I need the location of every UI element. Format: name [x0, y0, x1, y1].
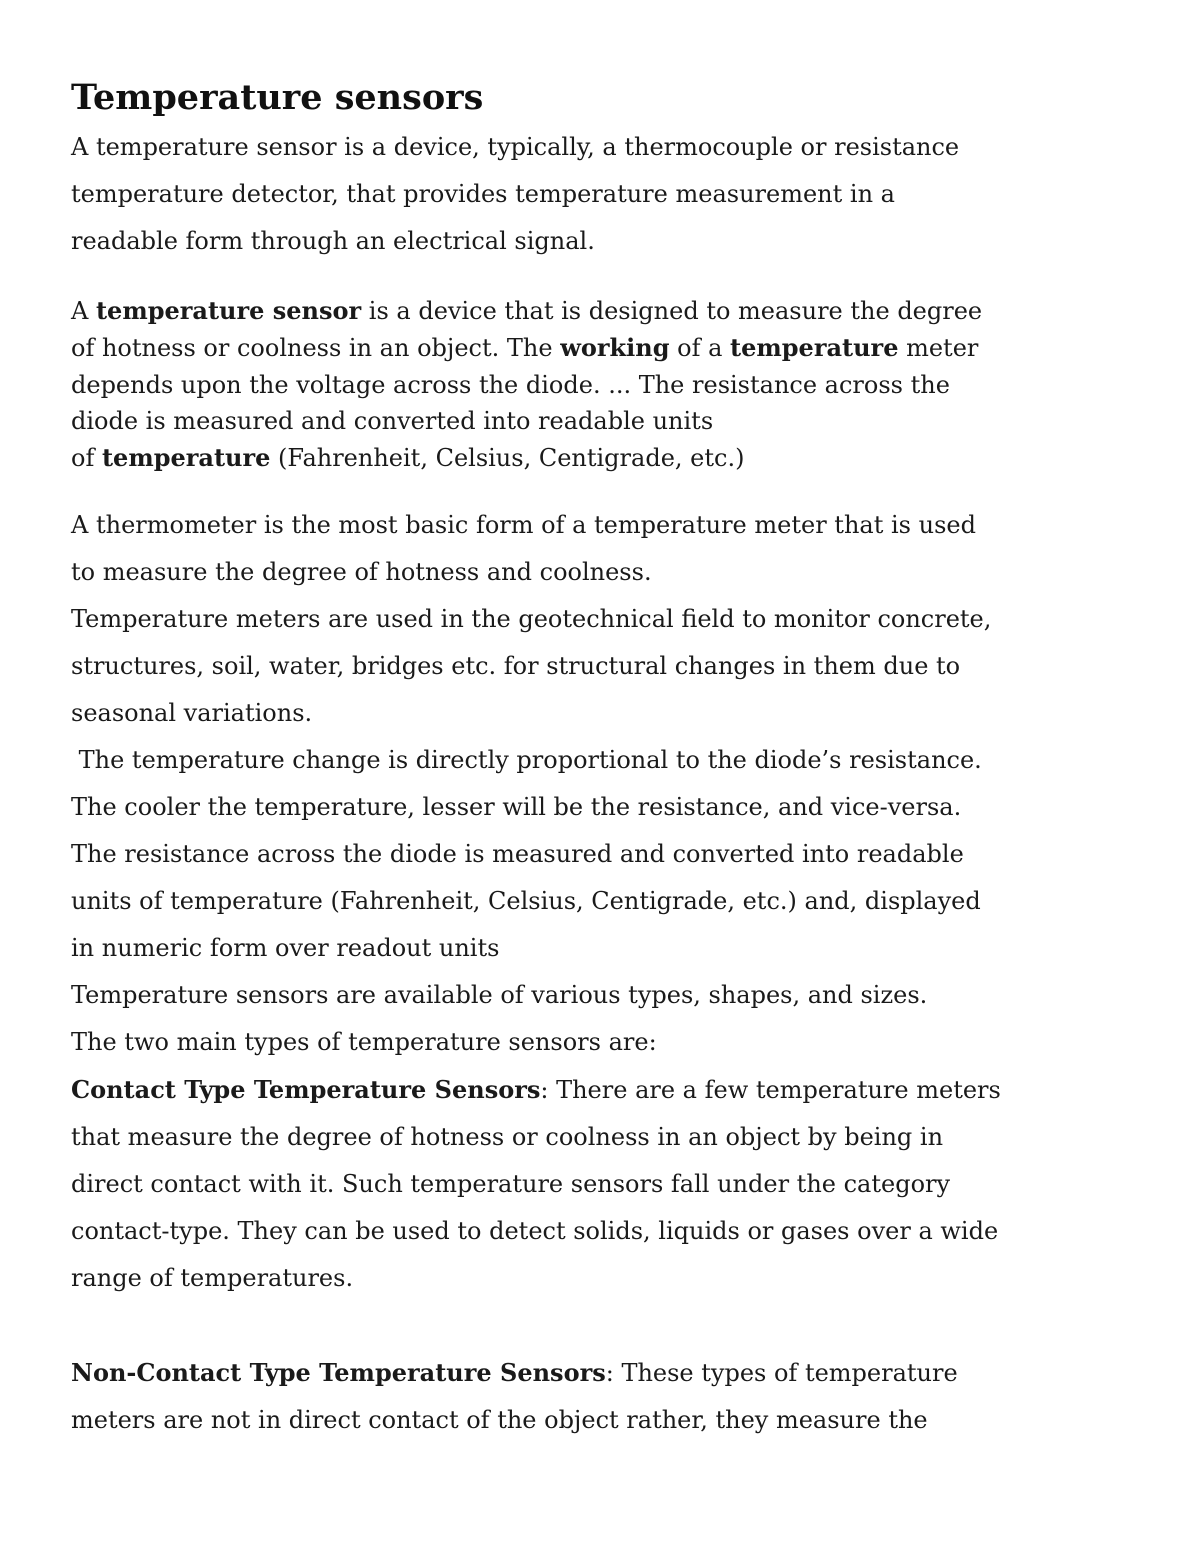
text-run: : These types of temperature [605, 1358, 958, 1387]
document-page [71, 72, 1141, 1444]
text-line: range of temperatures. [71, 1263, 354, 1292]
bold-term: working [560, 332, 670, 362]
text-line: contact-type. They can be used to detect solids, liquids or gases over a wide [71, 1216, 999, 1245]
text-run: (Fahrenheit, Celsius, Centigrade, etc.) [270, 444, 745, 473]
noncontact-paragraph [71, 1349, 1141, 1444]
text-run: A [71, 297, 96, 325]
text-line [71, 330, 1141, 367]
text-run: of hotness or coolness in an object. The [71, 333, 561, 362]
text-line: depends upon the voltage across the diode. ... The resistance across the [71, 370, 950, 399]
text-run: of a [669, 333, 731, 362]
text-line: A thermometer is the most basic form of a temperature meter that is used [71, 510, 976, 539]
bold-term: temperature sensor [95, 296, 362, 325]
text-run: of [71, 444, 102, 473]
text-line: seasonal variations. [71, 698, 313, 727]
text-run: is a device that is designed to measure the degree [361, 297, 983, 325]
text-line: diode is measured and converted into readable units [71, 407, 714, 436]
text-line: that measure the degree of hotness or coolness in an object by being in [71, 1122, 944, 1151]
body-paragraph [71, 502, 1141, 1302]
intro-paragraph [71, 124, 1141, 265]
text-line: The resistance across the diode is measured and converted into readable [71, 839, 964, 868]
text-line [71, 1066, 1141, 1114]
text-line [71, 1349, 1141, 1397]
bold-term: temperature [730, 332, 899, 362]
bold-term: temperature [101, 443, 271, 473]
text-line: readable form through an electrical signal. [71, 227, 595, 255]
text-line: Temperature meters are used in the geotechnical field to monitor concrete, [71, 604, 992, 633]
text-line: units of temperature (Fahrenheit, Celsius, Centigrade, etc.) and, displayed [71, 886, 981, 915]
text-line [71, 293, 1141, 330]
text-line: meters are not in direct contact of the object rather, they measure the [71, 1405, 928, 1434]
text-line: in numeric form over readout units [71, 933, 500, 962]
text-run: : There are a few temperature meters [540, 1075, 1001, 1104]
text-line: Temperature sensors are available of various types, shapes, and sizes. [71, 980, 928, 1009]
text-line: The cooler the temperature, lesser will be the resistance, and vice-versa. [71, 792, 962, 821]
definition-paragraph [71, 293, 1141, 477]
text-line: to measure the degree of hotness and coolness. [71, 557, 652, 586]
text-line: structures, soil, water, bridges etc. for structural changes in them due to [71, 651, 961, 680]
text-line: temperature detector, that provides temperature measurement in a [71, 180, 895, 208]
text-line: The temperature change is directly proportional to the diode’s resistance. [71, 745, 982, 774]
text-line: The two main types of temperature sensors are: [71, 1027, 657, 1056]
section-heading-contact: Contact Type Temperature Sensors [71, 1074, 541, 1104]
text-line: A temperature sensor is a device, typically, a thermocouple or resistance [71, 133, 960, 161]
text-line [71, 440, 1141, 477]
text-line: direct contact with it. Such temperature sensors fall under the category [71, 1169, 951, 1198]
page-title: Temperature sensors [71, 77, 484, 118]
section-heading-noncontact: Non-Contact Type Temperature Sensors [71, 1357, 606, 1387]
text-run: meter [898, 333, 979, 362]
